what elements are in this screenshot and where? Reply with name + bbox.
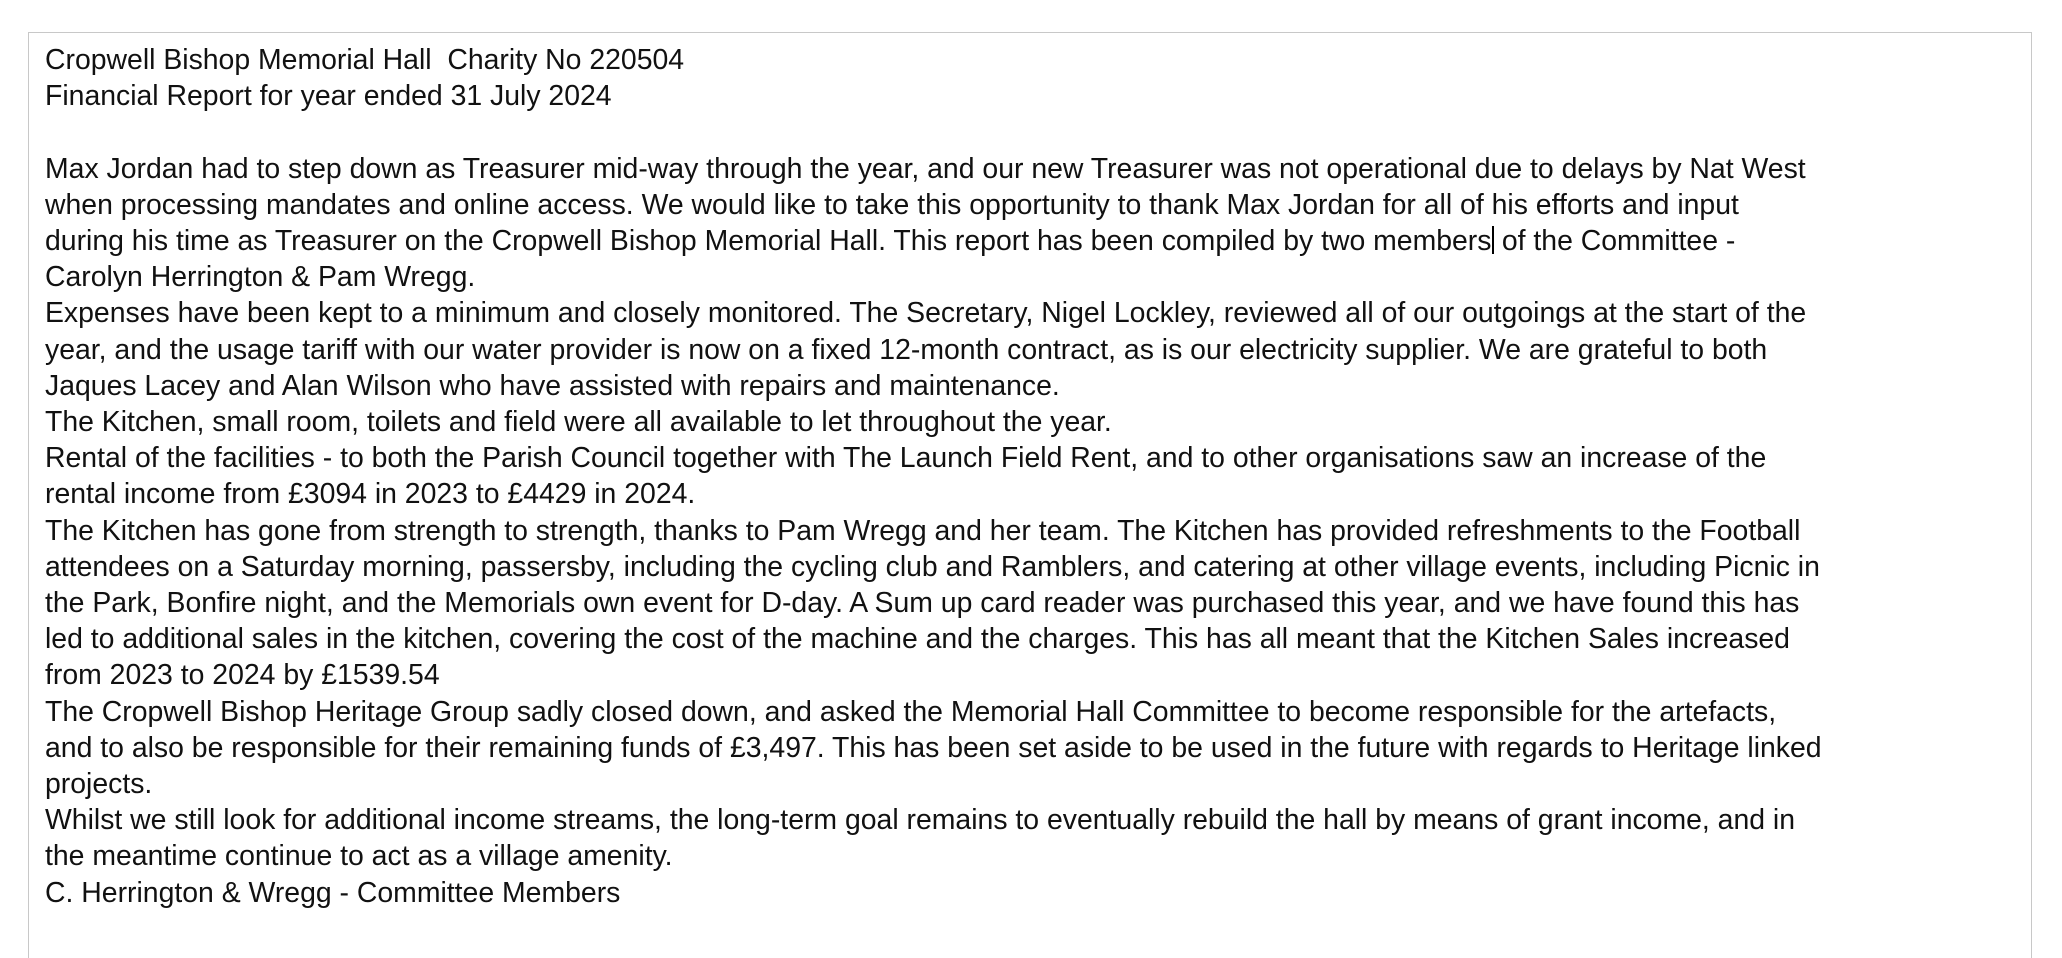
paragraph-line: projects. bbox=[45, 768, 153, 801]
paragraph-line: Max Jordan had to step down as Treasurer mid-way through the year, and our new Treasurer was not operational due to delays by Nat West bbox=[45, 152, 1806, 185]
paragraph-line: Rental of the facilities - to both the Parish Council together with The Launch Field Rent, and to other organisations saw an increase of the bbox=[45, 442, 1767, 475]
subtitle-line: Financial Report for year ended 31 July 2024 bbox=[45, 80, 612, 113]
paragraph-line: the Park, Bonfire night, and the Memorials own event for D-day. A Sum up card reader was purchased this year, and we have found this has bbox=[45, 587, 1800, 620]
paragraph-line bbox=[45, 223, 2035, 259]
paragraph-line: the meantime continue to act as a village amenity. bbox=[45, 840, 673, 873]
paragraph-line: rental income from £3094 in 2023 to £4429 in 2024. bbox=[45, 478, 696, 511]
paragraph-line: year, and the usage tariff with our water provider is now on a fixed 12-month contract, as is our electricity supplier. We are grateful to both bbox=[45, 333, 1768, 366]
blank-line bbox=[45, 114, 2035, 150]
paragraph-line: The Cropwell Bishop Heritage Group sadly closed down, and asked the Memorial Hall Committee to become responsible for the artefacts, bbox=[45, 695, 1777, 728]
paragraph-line: Jaques Lacey and Alan Wilson who have assisted with repairs and maintenance. bbox=[45, 369, 1060, 402]
document-body[interactable] bbox=[45, 42, 2035, 911]
paragraph-line: from 2023 to 2024 by £1539.54 bbox=[45, 659, 440, 692]
paragraph-line: Whilst we still look for additional income streams, the long-term goal remains to eventually rebuild the hall by means of grant income, and in bbox=[45, 804, 1796, 837]
document-page bbox=[28, 32, 2032, 958]
paragraph-line: The Kitchen has gone from strength to strength, thanks to Pam Wregg and her team. The Kitchen has provided refreshments to the Football bbox=[45, 514, 1801, 547]
paragraph-line: The Kitchen, small room, toilets and field were all available to let throughout the year. bbox=[45, 406, 1112, 439]
paragraph-line: and to also be responsible for their remaining funds of £3,497. This has been set aside to be used in the future with regards to Heritage linked bbox=[45, 731, 1822, 764]
paragraph-line: when processing mandates and online access. We would like to take this opportunity to thank Max Jordan for all of his efforts and input bbox=[45, 188, 1739, 221]
signature-line: C. Herrington & Wregg - Committee Members bbox=[45, 876, 621, 909]
line-segment: of the Committee - bbox=[1493, 225, 1736, 257]
title-line: Cropwell Bishop Memorial Hall Charity No 220504 bbox=[45, 44, 685, 76]
paragraph-line: Expenses have been kept to a minimum and closely monitored. The Secretary, Nigel Lockley, reviewed all of our outgoings at the start of the bbox=[45, 297, 1807, 330]
paragraph-line: Carolyn Herrington & Pam Wregg. bbox=[45, 261, 476, 294]
paragraph-line: led to additional sales in the kitchen, covering the cost of the machine and the charges. This has all meant that the Kitchen Sales increased bbox=[45, 623, 1790, 656]
paragraph-line: attendees on a Saturday morning, passersby, including the cycling club and Ramblers, and catering at other village events, including Picnic in bbox=[45, 550, 1820, 583]
line-segment: during his time as Treasurer on the Cropwell Bishop Memorial Hall. This report has been compiled by two members bbox=[45, 225, 1492, 257]
